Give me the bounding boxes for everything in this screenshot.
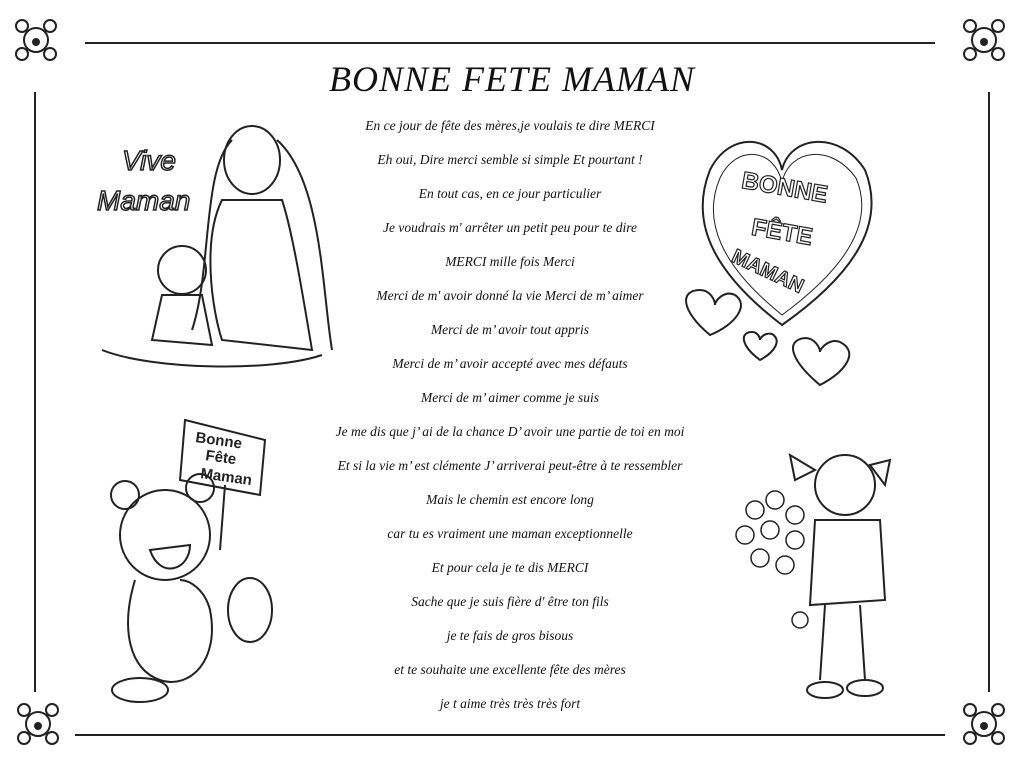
poem-line: Eh oui, Dire merci semble si simple Et pourtant ! xyxy=(377,152,643,167)
girl-flowers-illustration xyxy=(720,440,900,710)
border-left xyxy=(34,92,36,692)
poem-line: Je me dis que j’ ai de la chance D’ avoir une partie de toi en moi xyxy=(335,424,685,439)
heart-line1: BONNE xyxy=(739,167,830,209)
heart-illustration xyxy=(670,120,895,395)
poem-line: Merci de m' avoir donné la vie Merci de m’ aimer xyxy=(376,288,644,303)
sign-line1: Bonne xyxy=(194,429,244,453)
mother-child-illustration xyxy=(92,110,342,375)
vive-label: Vive xyxy=(122,145,176,176)
poem-line: Merci de m’ avoir accepté avec mes défauts xyxy=(392,356,628,371)
heart-line3: MAMAN xyxy=(728,245,807,298)
teddy-corner-icon xyxy=(10,696,66,752)
poem-line: Et si la vie m’ est clémente J’ arriverai peut-être à te ressembler xyxy=(337,458,683,473)
poem-line: car tu es vraiment une maman exceptionnelle xyxy=(387,526,633,541)
bear-sign-illustration xyxy=(100,410,285,710)
sign-line3: Maman xyxy=(199,465,253,490)
sign-line2: Fête xyxy=(204,447,238,469)
poem-line: et te souhaite une excellente fête des mères xyxy=(394,662,626,677)
poem-line: Et pour cela je te dis MERCI xyxy=(431,560,589,575)
border-right xyxy=(988,92,990,692)
page-title: BONNE FETE MAMAN xyxy=(329,59,695,99)
poem-line: Merci de m’ aimer comme je suis xyxy=(421,390,599,405)
poem-line: je t aime très très très fort xyxy=(439,696,581,711)
poem-line: je te fais de gros bisous xyxy=(446,628,574,643)
teddy-corner-icon xyxy=(956,696,1012,752)
poem-line: En ce jour de fête des mères,je voulais te dire MERCI xyxy=(365,118,655,133)
poem-line: En tout cas, en ce jour particulier xyxy=(418,186,602,201)
poem-line: Merci de m’ avoir tout appris xyxy=(430,322,590,337)
poem-line: MERCI mille fois Merci xyxy=(445,254,575,269)
border-bottom xyxy=(75,734,945,736)
poem-line: Sache que je suis fière d' être ton fils xyxy=(411,594,609,609)
heart-line2: FÊTE xyxy=(749,213,815,252)
poem-line: Mais le chemin est encore long xyxy=(426,492,594,507)
maman-label: Maman xyxy=(97,185,191,216)
poem-line: Je voudrais m' arrêter un petit peu pour te dire xyxy=(383,220,637,235)
border-top xyxy=(85,42,935,44)
